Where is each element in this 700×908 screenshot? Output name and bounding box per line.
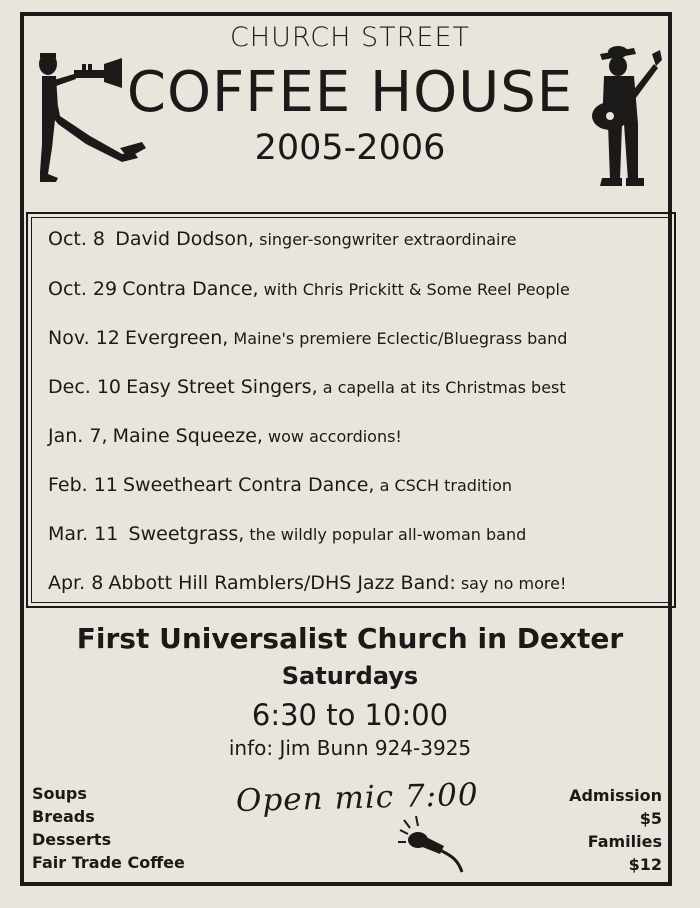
event-row: Apr. 8 Abbott Hill Ramblers/DHS Jazz Band: say no more! bbox=[48, 572, 567, 594]
header-line1: CHURCH STREET bbox=[229, 22, 471, 53]
event-row: Jan. 7, Maine Squeeze, wow accordions! bbox=[48, 425, 402, 447]
menu-item: Fair Trade Coffee bbox=[32, 853, 185, 872]
event-row: Oct. 29 Contra Dance, with Chris Prickitt & Some Reel People bbox=[48, 278, 570, 300]
venue-name: First Universalist Church in Dexter bbox=[76, 622, 624, 655]
events-box bbox=[26, 212, 676, 608]
microphone-icon bbox=[396, 816, 478, 874]
event-days: Saturdays bbox=[281, 662, 419, 690]
season-years: 2005-2006 bbox=[254, 128, 446, 168]
families-label: Families bbox=[587, 832, 662, 851]
menu-item: Soups bbox=[32, 784, 87, 803]
admission-info bbox=[569, 784, 662, 876]
event-row: Feb. 11 Sweetheart Contra Dance, a CSCH tradition bbox=[48, 474, 512, 496]
families-price: $12 bbox=[628, 855, 662, 874]
contact-info: info: Jim Bunn 924-3925 bbox=[228, 736, 472, 760]
event-row: Dec. 10 Easy Street Singers, a capella at its Christmas best bbox=[48, 376, 566, 398]
menu-item: Desserts bbox=[32, 830, 112, 849]
menu-list bbox=[32, 782, 185, 874]
menu-item: Breads bbox=[32, 807, 95, 826]
trumpet-dancer-silhouette-icon bbox=[30, 48, 148, 188]
open-mic-note: Open mic 7:00 bbox=[235, 776, 480, 820]
guitar-player-silhouette-icon bbox=[588, 44, 664, 188]
event-time: 6:30 to 10:00 bbox=[251, 698, 449, 732]
event-row: Nov. 12 Evergreen, Maine's premiere Eclectic/Bluegrass band bbox=[48, 327, 568, 349]
header-title: COFFEE HOUSE bbox=[126, 60, 574, 125]
admission-label: Admission bbox=[569, 786, 662, 805]
admission-price: $5 bbox=[639, 809, 662, 828]
event-row: Oct. 8 David Dodson, singer-songwriter extraordinaire bbox=[48, 228, 517, 250]
event-row: Mar. 11 Sweetgrass, the wildly popular all-woman band bbox=[48, 523, 527, 545]
